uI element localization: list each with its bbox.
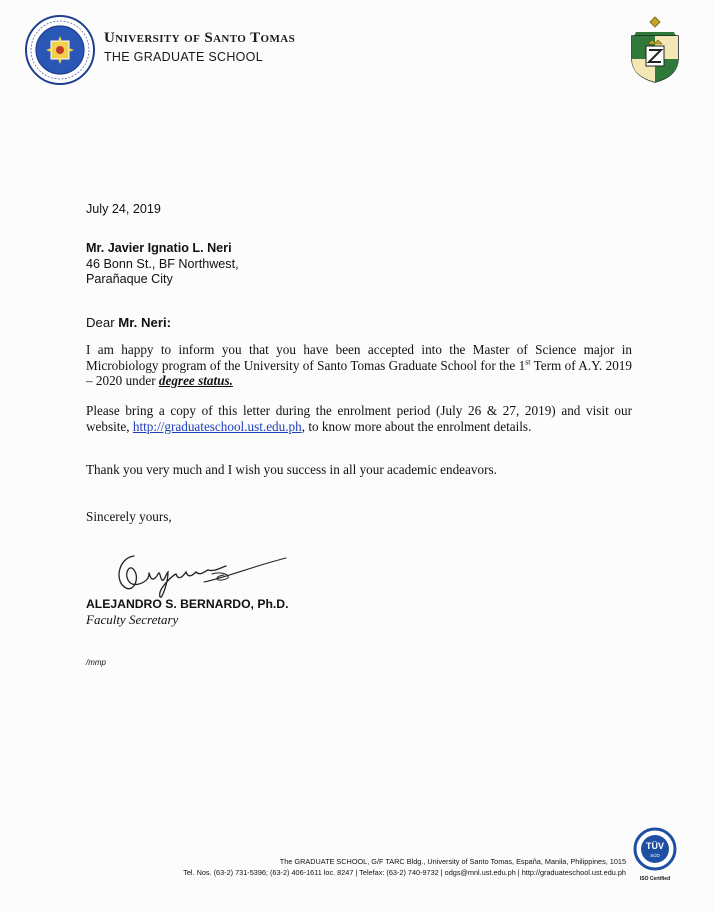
enrolment-text: Please bring a copy of this letter during the enrolment period (July 26 & 27, 2019) and visit our website, bbox=[86, 403, 632, 434]
school-name: THE GRADUATE SCHOOL bbox=[104, 50, 263, 64]
ust-seal-icon bbox=[24, 14, 96, 86]
addressee-city: Parañaque City bbox=[86, 272, 173, 286]
acceptance-text: I am happy to inform you that you have been accepted into the Master of Science major in Microbiology program of the University of Santo Tomas Graduate School for the 1 bbox=[86, 342, 632, 373]
enrolment-paragraph bbox=[86, 403, 632, 434]
degree-status: degree status. bbox=[158, 373, 233, 388]
addressee-name: Mr. Javier Ignatio L. Neri bbox=[86, 241, 232, 255]
salutation bbox=[86, 315, 171, 331]
thanks-paragraph: Thank you very much and I wish you success in all your academic endeavors. bbox=[86, 462, 497, 477]
signatory-name: ALEJANDRO S. BERNARDO, Ph.D. bbox=[86, 597, 289, 611]
salutation-prefix: Dear bbox=[86, 315, 119, 330]
addressee-block bbox=[86, 241, 239, 288]
university-name: University of Santo Tomas bbox=[104, 30, 296, 46]
tuv-certification-icon bbox=[632, 827, 678, 883]
addressee-street: 46 Bonn St., BF Northwest, bbox=[86, 256, 239, 271]
iso-certified-label: ISO Certified bbox=[639, 876, 671, 882]
letter-date: July 24, 2019 bbox=[86, 202, 161, 216]
closing: Sincerely yours, bbox=[86, 509, 172, 524]
website-link[interactable]: http://graduateschool.ust.edu.ph bbox=[132, 418, 302, 434]
term-superscript: st bbox=[525, 357, 531, 367]
acceptance-paragraph bbox=[86, 342, 632, 389]
enrolment-details-text: , to know more about the enrolment details. bbox=[301, 418, 532, 434]
reference-initials: /mmp bbox=[86, 658, 106, 667]
signatory-position: Faculty Secretary bbox=[86, 612, 179, 627]
term-text: Term of A.Y. 2019 – 2020 under bbox=[86, 357, 632, 388]
graduate-school-crest-icon bbox=[626, 16, 684, 84]
svg-text:TÜV: TÜV bbox=[646, 841, 664, 851]
footer-contacts: Tel. Nos. (63-2) 731-5396; (63-2) 406-1611 loc. 8247 | Telefax: (63-2) 740-9732 | odgs@mnl.ust.edu.ph | http://graduateschool.ust.edu.ph bbox=[183, 868, 626, 877]
footer-address: The GRADUATE SCHOOL, G/F TARC Bldg., University of Santo Tomas, España, Manila, Philippines, 1015 bbox=[279, 857, 626, 866]
svg-text:SÜD: SÜD bbox=[650, 853, 660, 858]
salutation-name: Mr. Neri: bbox=[118, 315, 172, 330]
